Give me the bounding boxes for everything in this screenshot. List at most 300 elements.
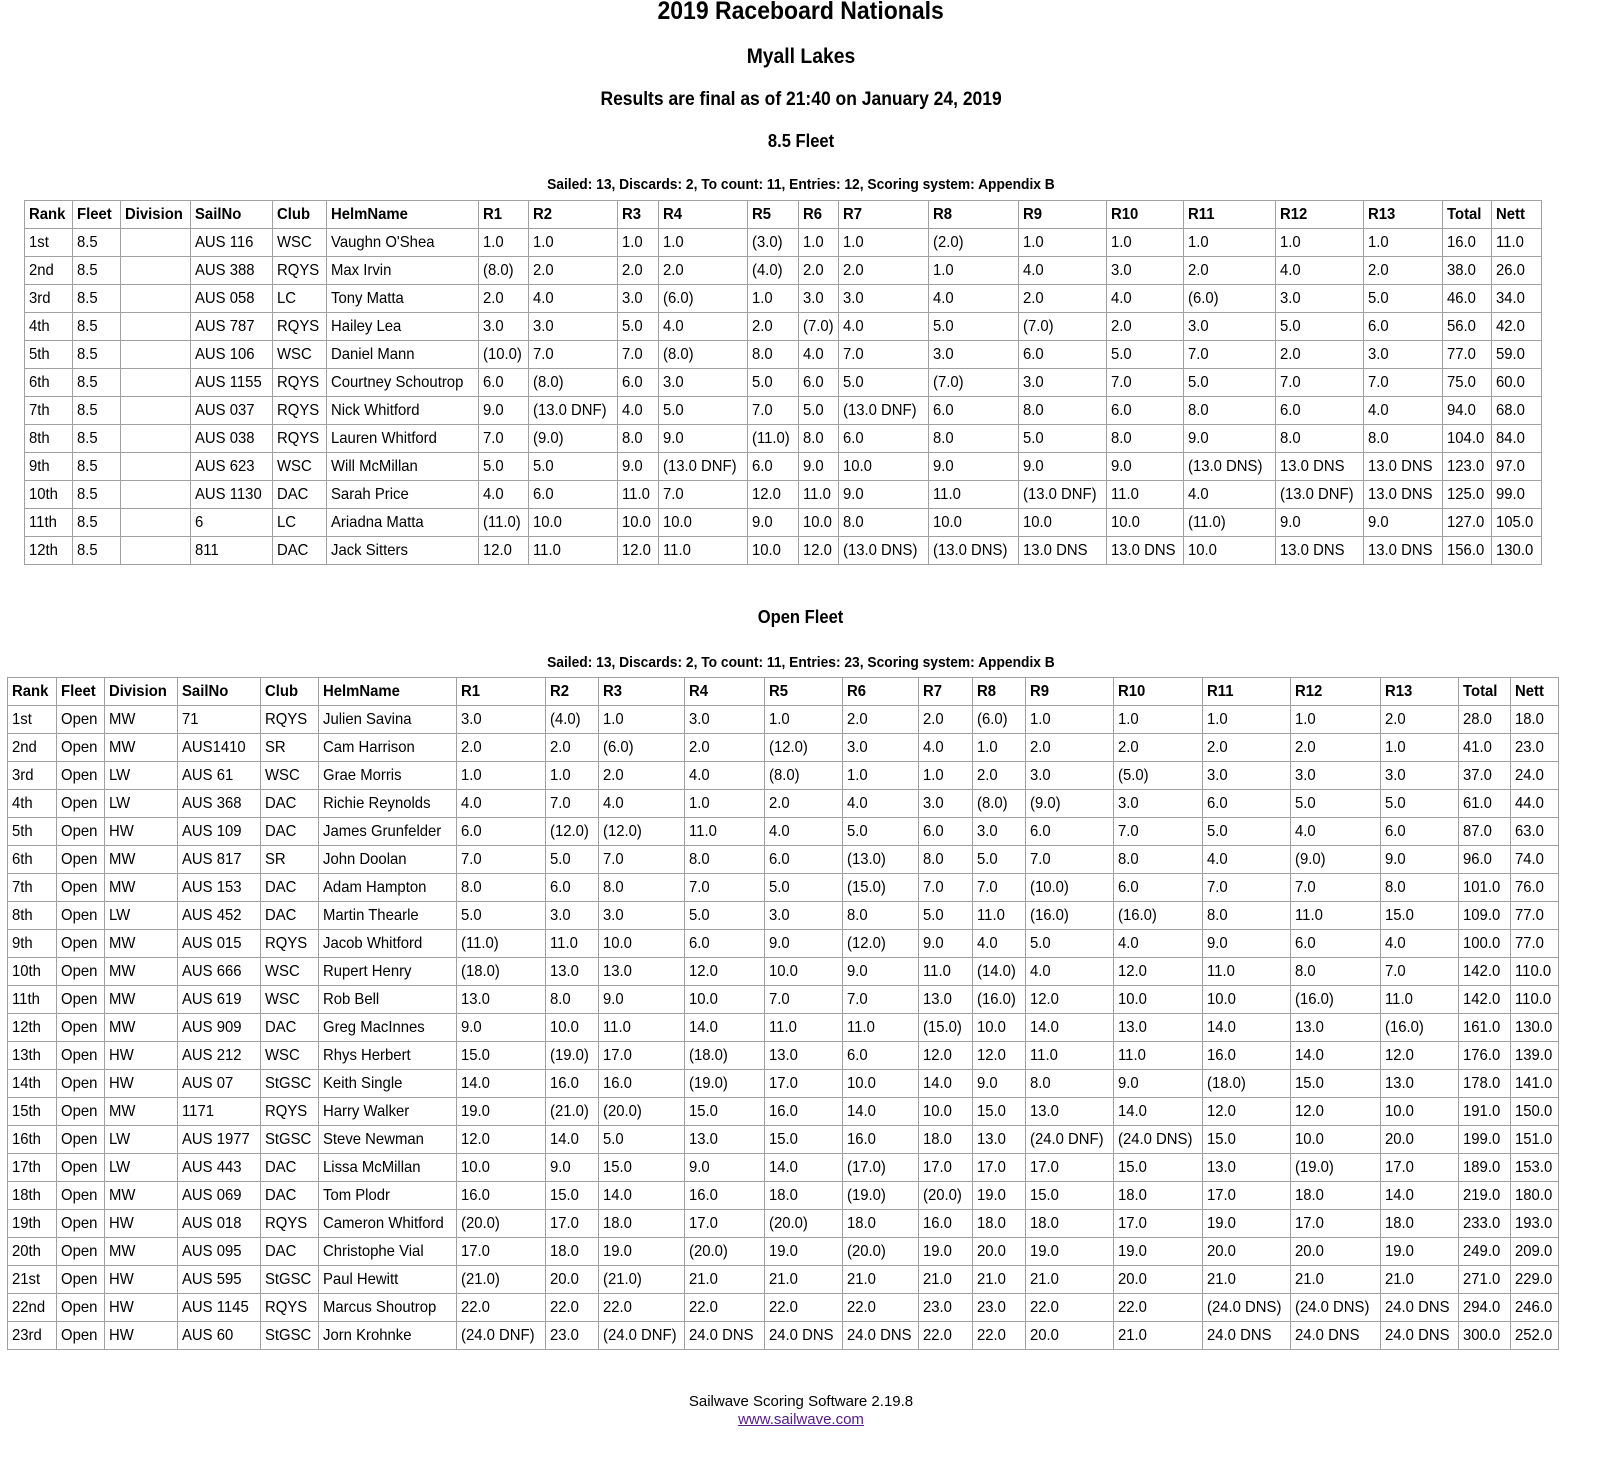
- cell-r13: [1381, 1322, 1459, 1350]
- cell-value: Ariadna Matta: [331, 514, 424, 531]
- cell-value: Open: [61, 1075, 98, 1092]
- cell-division: [105, 1294, 178, 1322]
- cell-r2: [546, 846, 599, 874]
- cell-value: 2.0: [1111, 318, 1132, 335]
- cell-value: 9.0: [933, 458, 954, 475]
- cell-value: MW: [109, 963, 136, 980]
- cell-value: 17.0: [1295, 1215, 1324, 1232]
- cell-fleet: [57, 790, 105, 818]
- cell-value: 300.0: [1463, 1327, 1501, 1344]
- cell-value: 60.0: [1496, 374, 1525, 391]
- cell-value: 3.0: [689, 711, 710, 728]
- cell-value: Richie Reynolds: [323, 795, 431, 812]
- cell-r9: [1019, 285, 1107, 313]
- table-row: [8, 958, 1559, 986]
- cell-value: DAC: [277, 486, 309, 503]
- cell-r11: [1203, 1266, 1291, 1294]
- table-row: [25, 453, 1542, 481]
- table-row: [25, 509, 1542, 537]
- cell-value: 6.0: [461, 823, 482, 840]
- cell-rank: [25, 313, 73, 341]
- cell-value: 24.0 DNS: [1207, 1327, 1272, 1344]
- cell-value: AUS 069: [182, 1187, 242, 1204]
- cell-r5: [765, 1294, 843, 1322]
- cell-r6: [843, 1210, 919, 1238]
- cell-r7: [839, 425, 929, 453]
- cell-r12: [1276, 453, 1364, 481]
- cell-r10: [1114, 1042, 1203, 1070]
- cell-value: Jacob Whitford: [323, 935, 423, 952]
- cell-r9: [1026, 930, 1114, 958]
- cell-value: 9.0: [1023, 458, 1044, 475]
- cell-value: 4.0: [1118, 935, 1139, 952]
- cell-value: 1.0: [1207, 711, 1228, 728]
- cell-r2: [546, 1266, 599, 1294]
- cell-r4: [685, 930, 765, 958]
- cell-r11: [1203, 958, 1291, 986]
- cell-value: 5.0: [1111, 346, 1132, 363]
- cell-club: [273, 229, 327, 257]
- cell-value: 14.0: [1207, 1019, 1236, 1036]
- cell-total: [1459, 1182, 1511, 1210]
- venue-heading: [0, 45, 1602, 69]
- cell-sailno: [178, 1210, 261, 1238]
- column-header-r3: [599, 678, 685, 706]
- cell-value: HW: [109, 1271, 134, 1288]
- column-header-label: R9: [1023, 206, 1043, 223]
- cell-r11: [1184, 341, 1276, 369]
- cell-r5: [748, 369, 799, 397]
- cell-r11: [1203, 762, 1291, 790]
- cell-r13: [1381, 1098, 1459, 1126]
- cell-nett: [1511, 1294, 1559, 1322]
- cell-club: [273, 341, 327, 369]
- cell-value: 24.0 DNS: [1385, 1327, 1450, 1344]
- cell-rank: [25, 257, 73, 285]
- cell-value: 6.0: [847, 1047, 868, 1064]
- cell-value: 6.0: [752, 458, 773, 475]
- cell-value: (10.0): [1030, 879, 1069, 896]
- cell-value: 19.0: [1207, 1215, 1236, 1232]
- cell-value: 21.0: [1295, 1271, 1324, 1288]
- cell-value: StGSC: [265, 1327, 312, 1344]
- column-header-fleet: [57, 678, 105, 706]
- cell-r12: [1291, 986, 1381, 1014]
- cell-r8: [973, 958, 1026, 986]
- column-header-label: R1: [461, 683, 481, 700]
- cell-r13: [1364, 341, 1443, 369]
- cell-r5: [748, 229, 799, 257]
- cell-r13: [1381, 790, 1459, 818]
- cell-value: 17.0: [461, 1243, 490, 1260]
- cell-value: (24.0 DNS): [1118, 1131, 1193, 1148]
- cell-r7: [839, 285, 929, 313]
- cell-total: [1443, 257, 1492, 285]
- cell-r9: [1026, 1126, 1114, 1154]
- cell-value: 14.0: [1118, 1103, 1147, 1120]
- cell-value: 3.0: [933, 346, 954, 363]
- cell-r9: [1019, 453, 1107, 481]
- cell-value: SR: [265, 851, 286, 868]
- cell-value: 12th: [29, 542, 58, 559]
- cell-value: RQYS: [265, 1215, 308, 1232]
- cell-r3: [618, 313, 659, 341]
- cell-value: SR: [265, 739, 286, 756]
- cell-value: DAC: [265, 1159, 297, 1176]
- cell-total: [1459, 762, 1511, 790]
- cell-value: 11.0: [769, 1019, 797, 1036]
- cell-value: (20.0): [923, 1187, 962, 1204]
- cell-r3: [618, 257, 659, 285]
- cell-value: LC: [277, 514, 297, 531]
- cell-r3: [599, 734, 685, 762]
- cell-value: 3.0: [483, 318, 504, 335]
- cell-division: [121, 313, 191, 341]
- column-header-rank: [25, 201, 73, 229]
- table-row: [8, 1238, 1559, 1266]
- cell-value: 127.0: [1447, 514, 1485, 531]
- cell-value: 4.0: [933, 290, 954, 307]
- cell-value: 7.0: [923, 879, 944, 896]
- cell-value: 10.0: [752, 542, 781, 559]
- cell-value: 271.0: [1463, 1271, 1501, 1288]
- cell-r13: [1364, 229, 1443, 257]
- cell-r3: [599, 1098, 685, 1126]
- cell-r11: [1184, 229, 1276, 257]
- cell-r2: [546, 986, 599, 1014]
- cell-value: 6.0: [803, 374, 824, 391]
- cell-r8: [973, 1210, 1026, 1238]
- table-row: [8, 902, 1559, 930]
- cell-value: AUS 1130: [195, 486, 262, 503]
- cell-r2: [546, 874, 599, 902]
- cell-value: Sarah Price: [331, 486, 409, 503]
- cell-sailno: [191, 509, 273, 537]
- cell-value: Cameron Whitford: [323, 1215, 444, 1232]
- column-header-r5: [765, 678, 843, 706]
- cell-r12: [1291, 958, 1381, 986]
- cell-rank: [25, 285, 73, 313]
- cell-value: Rupert Henry: [323, 963, 412, 980]
- cell-r8: [929, 257, 1019, 285]
- cell-r11: [1184, 313, 1276, 341]
- cell-r4: [659, 341, 748, 369]
- cell-r6: [799, 229, 839, 257]
- cell-sailno: [191, 313, 273, 341]
- cell-value: 7.0: [1368, 374, 1389, 391]
- sailwave-link[interactable]: www.sailwave.com: [738, 1411, 864, 1428]
- cell-r12: [1291, 1322, 1381, 1350]
- cell-value: 18.0: [847, 1215, 876, 1232]
- cell-value: 3.0: [1030, 767, 1051, 784]
- cell-value: 9.0: [1385, 851, 1406, 868]
- cell-division: [105, 1070, 178, 1098]
- cell-value: 9.0: [752, 514, 773, 531]
- cell-value: 105.0: [1496, 514, 1534, 531]
- cell-r9: [1026, 818, 1114, 846]
- page-title-text: 2019 Raceboard Nationals: [657, 0, 945, 25]
- cell-helmname: [319, 1294, 457, 1322]
- cell-value: 15.0: [1295, 1075, 1324, 1092]
- table-row: [8, 818, 1559, 846]
- cell-value: LW: [109, 907, 131, 924]
- cell-value: 2.0: [1207, 739, 1228, 756]
- cell-r6: [843, 790, 919, 818]
- cell-value: 17.0: [977, 1159, 1006, 1176]
- cell-r1: [479, 285, 529, 313]
- cell-sailno: [178, 958, 261, 986]
- cell-value: 21.0: [769, 1271, 798, 1288]
- cell-helmname: [327, 285, 479, 313]
- cell-r2: [529, 425, 618, 453]
- cell-value: Open: [61, 1327, 98, 1344]
- cell-value: 7.0: [1188, 346, 1209, 363]
- cell-value: 4.0: [689, 767, 710, 784]
- cell-value: 4.0: [622, 402, 643, 419]
- cell-value: 7.0: [663, 486, 684, 503]
- cell-value: (13.0 DNS): [933, 542, 1008, 559]
- cell-r6: [843, 706, 919, 734]
- cell-value: 13.0: [1118, 1019, 1147, 1036]
- cell-value: AUS 106: [195, 346, 255, 363]
- cell-r6: [799, 453, 839, 481]
- cell-value: 219.0: [1463, 1187, 1501, 1204]
- cell-value: 110.0: [1515, 963, 1552, 980]
- cell-r6: [843, 1154, 919, 1182]
- cell-value: AUS 817: [182, 851, 242, 868]
- cell-value: 3.0: [769, 907, 790, 924]
- cell-value: 22nd: [12, 1299, 46, 1316]
- cell-value: 12.0: [1118, 963, 1147, 980]
- cell-r3: [618, 285, 659, 313]
- cell-value: 34.0: [1496, 290, 1525, 307]
- cell-value: (12.0): [550, 823, 589, 840]
- cell-value: Tony Matta: [331, 290, 404, 307]
- cell-value: 96.0: [1463, 851, 1492, 868]
- cell-r8: [973, 1154, 1026, 1182]
- cell-value: 1.0: [1030, 711, 1051, 728]
- cell-fleet: [57, 1098, 105, 1126]
- cell-r10: [1107, 313, 1184, 341]
- cell-value: 5.0: [461, 907, 482, 924]
- cell-value: 123.0: [1447, 458, 1485, 475]
- cell-value: WSC: [265, 963, 300, 980]
- cell-value: AUS 109: [182, 823, 242, 840]
- cell-total: [1443, 397, 1492, 425]
- cell-value: LW: [109, 795, 131, 812]
- cell-division: [121, 537, 191, 565]
- cell-r11: [1184, 257, 1276, 285]
- cell-r9: [1019, 257, 1107, 285]
- cell-value: James Grunfelder: [323, 823, 442, 840]
- cell-value: 12th: [12, 1019, 41, 1036]
- cell-r6: [843, 902, 919, 930]
- cell-r9: [1019, 229, 1107, 257]
- cell-value: MW: [109, 935, 136, 952]
- cell-r5: [765, 706, 843, 734]
- cell-sailno: [178, 930, 261, 958]
- cell-value: 1.0: [1188, 234, 1209, 251]
- cell-value: 5.0: [752, 374, 773, 391]
- cell-division: [105, 790, 178, 818]
- cell-value: DAC: [265, 823, 297, 840]
- cell-value: 15.0: [1385, 907, 1414, 924]
- cell-value: (20.0): [847, 1243, 886, 1260]
- cell-value: (13.0 DNS): [1188, 458, 1263, 475]
- cell-value: Tom Plodr: [323, 1187, 390, 1204]
- cell-value: 9.0: [483, 402, 504, 419]
- column-header-r4: [685, 678, 765, 706]
- cell-value: 5th: [12, 823, 33, 840]
- cell-r7: [919, 1238, 973, 1266]
- cell-r7: [919, 930, 973, 958]
- cell-nett: [1511, 874, 1559, 902]
- cell-r11: [1203, 902, 1291, 930]
- cell-r4: [659, 397, 748, 425]
- cell-r6: [843, 846, 919, 874]
- cell-r12: [1291, 930, 1381, 958]
- cell-value: 8.0: [803, 430, 824, 447]
- cell-r12: [1291, 1070, 1381, 1098]
- cell-helmname: [327, 369, 479, 397]
- cell-rank: [25, 453, 73, 481]
- cell-value: 15.0: [550, 1187, 579, 1204]
- cell-r3: [618, 481, 659, 509]
- cell-value: 16.0: [603, 1075, 632, 1092]
- cell-value: 2.0: [1023, 290, 1044, 307]
- cell-value: Open: [61, 991, 98, 1008]
- cell-division: [105, 706, 178, 734]
- cell-value: 16.0: [769, 1103, 798, 1120]
- table-row: [25, 257, 1542, 285]
- cell-r4: [685, 1294, 765, 1322]
- cell-value: 19.0: [1385, 1243, 1414, 1260]
- cell-sailno: [191, 369, 273, 397]
- cell-club: [261, 1098, 319, 1126]
- cell-value: 6.0: [769, 851, 790, 868]
- cell-r3: [618, 509, 659, 537]
- cell-value: 11.0: [663, 542, 691, 559]
- cell-value: 14.0: [769, 1159, 798, 1176]
- cell-value: 7.0: [752, 402, 773, 419]
- cell-r4: [685, 902, 765, 930]
- cell-total: [1443, 425, 1492, 453]
- cell-value: 9.0: [847, 963, 868, 980]
- cell-value: Open: [61, 935, 98, 952]
- cell-value: 161.0: [1463, 1019, 1501, 1036]
- cell-r10: [1114, 902, 1203, 930]
- cell-r8: [929, 537, 1019, 565]
- cell-r6: [799, 509, 839, 537]
- cell-value: 21.0: [1118, 1327, 1147, 1344]
- cell-value: 22.0: [769, 1299, 798, 1316]
- cell-r12: [1276, 285, 1364, 313]
- cell-club: [261, 874, 319, 902]
- cell-r8: [973, 986, 1026, 1014]
- cell-r1: [457, 1126, 546, 1154]
- cell-r3: [599, 706, 685, 734]
- cell-fleet: [57, 958, 105, 986]
- cell-club: [273, 285, 327, 313]
- cell-fleet: [57, 818, 105, 846]
- cell-sailno: [178, 1098, 261, 1126]
- cell-value: 8.0: [923, 851, 944, 868]
- cell-r7: [919, 706, 973, 734]
- cell-r6: [799, 397, 839, 425]
- cell-value: 8th: [29, 430, 50, 447]
- cell-club: [261, 1210, 319, 1238]
- cell-nett: [1511, 1070, 1559, 1098]
- column-header-r10: [1107, 201, 1184, 229]
- cell-fleet: [57, 874, 105, 902]
- cell-r10: [1114, 1294, 1203, 1322]
- cell-sailno: [191, 397, 273, 425]
- cell-helmname: [327, 341, 479, 369]
- cell-value: 8.5: [77, 234, 98, 251]
- cell-value: 9.0: [603, 991, 624, 1008]
- cell-r7: [839, 481, 929, 509]
- table-header-row: [8, 678, 1559, 706]
- cell-value: 3.0: [1385, 767, 1406, 784]
- cell-club: [273, 369, 327, 397]
- cell-value: 5.0: [622, 318, 643, 335]
- cell-value: 17.0: [603, 1047, 632, 1064]
- cell-value: 15.0: [689, 1103, 718, 1120]
- cell-sailno: [191, 341, 273, 369]
- cell-value: 7.0: [533, 346, 554, 363]
- cell-value: 8.0: [933, 430, 954, 447]
- cell-total: [1443, 313, 1492, 341]
- cell-value: 13.0: [769, 1047, 798, 1064]
- cell-value: 3.0: [1188, 318, 1209, 335]
- cell-r3: [618, 453, 659, 481]
- cell-value: AUS 452: [182, 907, 242, 924]
- cell-nett: [1492, 341, 1542, 369]
- cell-r3: [599, 1266, 685, 1294]
- cell-value: 7.0: [977, 879, 998, 896]
- cell-total: [1459, 1070, 1511, 1098]
- cell-value: 13.0 DNS: [1111, 542, 1176, 559]
- cell-sailno: [191, 257, 273, 285]
- column-header-r1: [457, 678, 546, 706]
- cell-division: [105, 1238, 178, 1266]
- cell-r5: [765, 1182, 843, 1210]
- cell-r4: [685, 1154, 765, 1182]
- cell-r9: [1019, 537, 1107, 565]
- column-header-r4: [659, 201, 748, 229]
- cell-rank: [8, 762, 57, 790]
- cell-value: (24.0 DNS): [1207, 1299, 1282, 1316]
- cell-rank: [8, 986, 57, 1014]
- cell-division: [105, 1322, 178, 1350]
- cell-r12: [1291, 1238, 1381, 1266]
- cell-value: 8.5: [77, 486, 98, 503]
- column-header-label: HelmName: [331, 206, 408, 223]
- cell-value: 1.0: [461, 767, 482, 784]
- cell-r2: [546, 930, 599, 958]
- cell-value: 1.0: [483, 234, 504, 251]
- cell-r2: [529, 229, 618, 257]
- cell-rank: [25, 481, 73, 509]
- cell-sailno: [178, 1126, 261, 1154]
- cell-value: AUS 595: [182, 1271, 242, 1288]
- cell-r6: [843, 762, 919, 790]
- cell-value: 5.0: [803, 402, 824, 419]
- cell-value: 10.0: [933, 514, 962, 531]
- cell-rank: [8, 846, 57, 874]
- cell-r4: [685, 1238, 765, 1266]
- cell-value: Nick Whitford: [331, 402, 420, 419]
